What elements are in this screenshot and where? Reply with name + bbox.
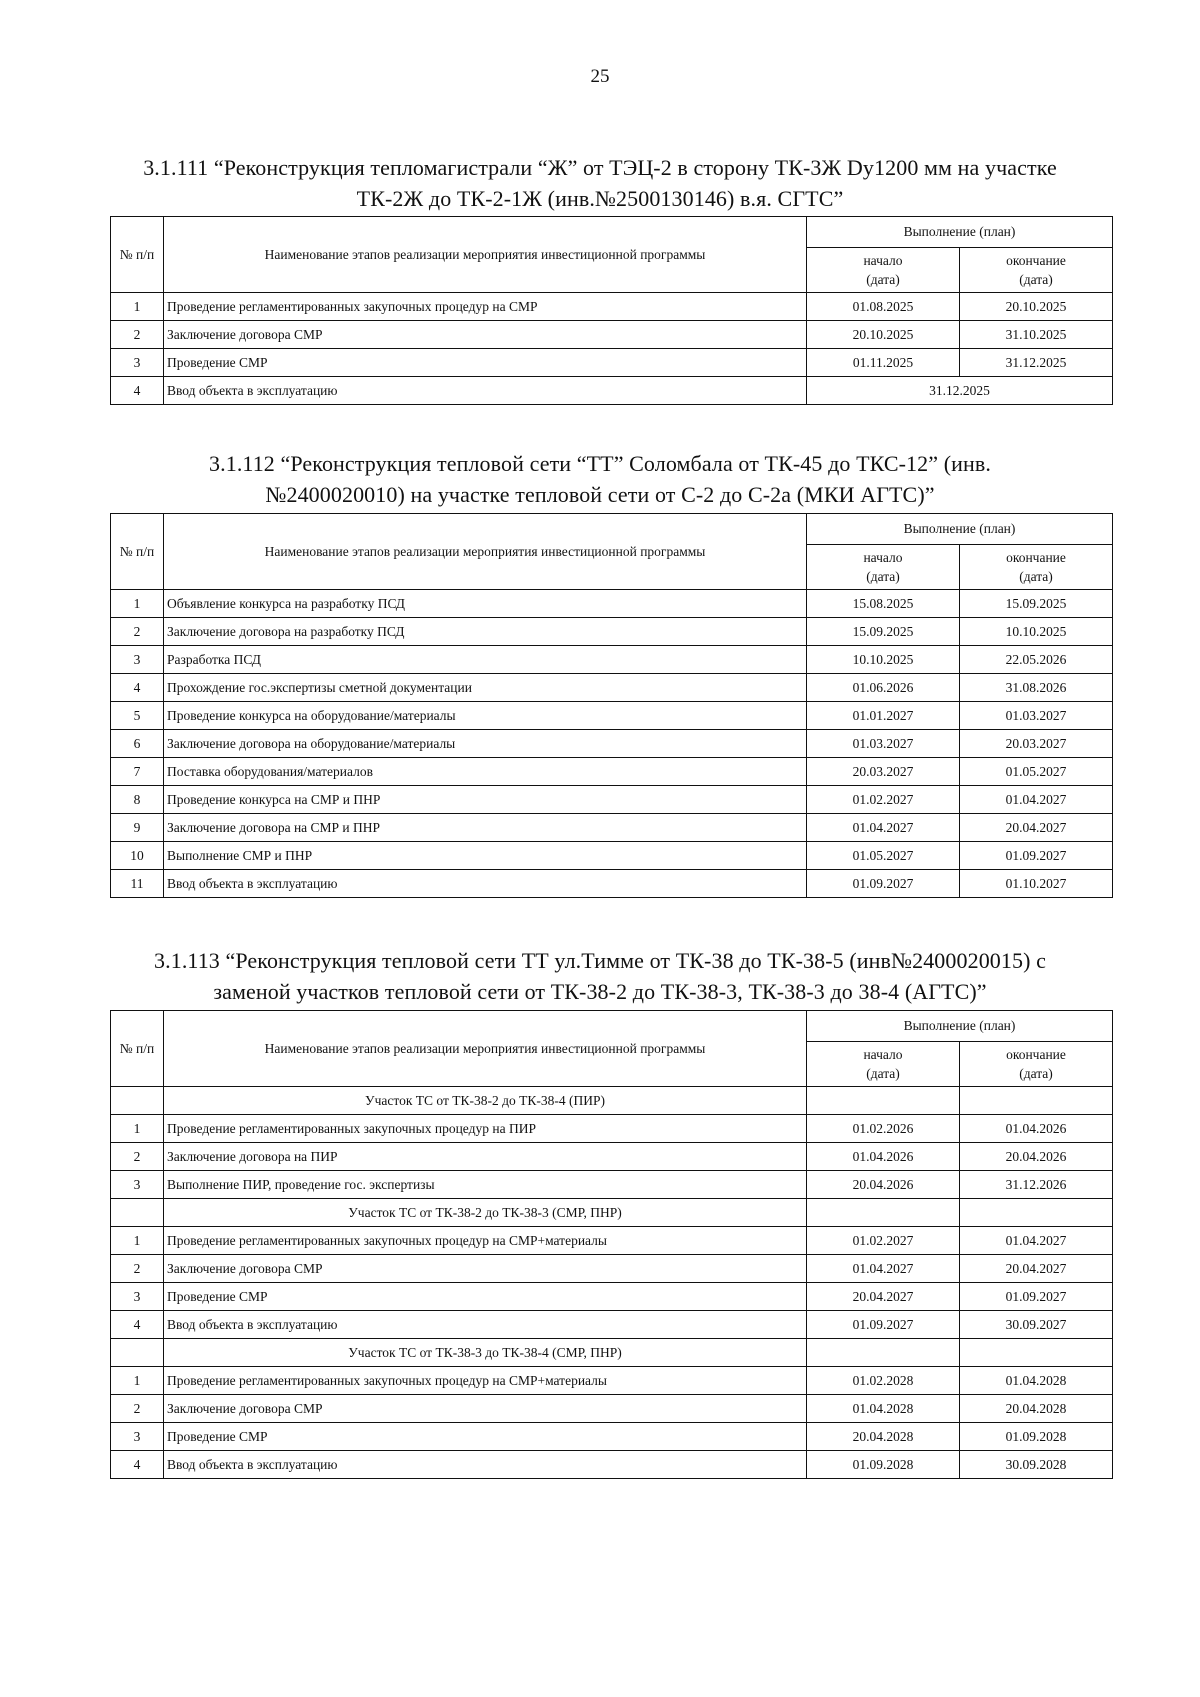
- section-title-line: 3.1.112 “Реконструкция тепловой сети “ТТ” Соломбала от ТК-45 до ТКС-12” (инв.: [209, 451, 991, 476]
- table-row: [111, 1115, 1113, 1143]
- page-number: 25: [590, 66, 610, 87]
- section-title-line: 3.1.113 “Реконструкция тепловой сети ТТ ул.Тимме от ТК-38 до ТК-38-5 (инв№2400020015) с: [154, 948, 1046, 973]
- row-number: 1: [111, 590, 164, 618]
- header-end: окончание (дата): [960, 248, 1113, 293]
- start-date: 01.02.2028: [807, 1367, 960, 1395]
- table-row: [111, 377, 1113, 405]
- header-stage-name: Наименование этапов реализации мероприятия инвестиционной программы: [164, 1011, 807, 1087]
- row-number: 3: [111, 349, 164, 377]
- row-number: 9: [111, 814, 164, 842]
- row-number: 1: [111, 293, 164, 321]
- end-date: 15.09.2025: [960, 590, 1113, 618]
- table-row: [111, 786, 1113, 814]
- end-date: 20.03.2027: [960, 730, 1113, 758]
- row-number: 1: [111, 1115, 164, 1143]
- start-date: 01.06.2026: [807, 674, 960, 702]
- end-date: 31.12.2026: [960, 1171, 1113, 1199]
- table-row: [111, 646, 1113, 674]
- row-number: 4: [111, 377, 164, 405]
- table-row: [111, 1255, 1113, 1283]
- table-row: [111, 618, 1113, 646]
- table-row: [111, 758, 1113, 786]
- end-date: 10.10.2025: [960, 618, 1113, 646]
- stage-name: Выполнение ПИР, проведение гос. экспертизы: [164, 1171, 807, 1199]
- start-date: 01.03.2027: [807, 730, 960, 758]
- row-number: 4: [111, 1451, 164, 1479]
- stage-name: Выполнение СМР и ПНР: [164, 842, 807, 870]
- stage-name: Заключение договора СМР: [164, 321, 807, 349]
- start-date: 01.09.2027: [807, 1311, 960, 1339]
- table-row: [111, 1227, 1113, 1255]
- table-row: [111, 1451, 1113, 1479]
- end-date: 01.04.2028: [960, 1367, 1113, 1395]
- table-row: [111, 1423, 1113, 1451]
- end-date: 20.04.2027: [960, 1255, 1113, 1283]
- start-date: 01.04.2026: [807, 1143, 960, 1171]
- row-number: 10: [111, 842, 164, 870]
- start-date: 10.10.2025: [807, 646, 960, 674]
- group-num-empty: [111, 1199, 164, 1227]
- group-start-empty: [807, 1199, 960, 1227]
- header-start: начало (дата): [807, 545, 960, 590]
- group-end-empty: [960, 1087, 1113, 1115]
- group-start-empty: [807, 1087, 960, 1115]
- start-date: 15.08.2025: [807, 590, 960, 618]
- table-row: [111, 842, 1113, 870]
- end-date: 31.10.2025: [960, 321, 1113, 349]
- start-date: 01.09.2027: [807, 870, 960, 898]
- stage-name: Заключение договора СМР: [164, 1395, 807, 1423]
- stage-name: Заключение договора на разработку ПСД: [164, 618, 807, 646]
- row-number: 1: [111, 1227, 164, 1255]
- schedule-table-3-1-111: [110, 216, 1113, 405]
- table-row: [111, 1311, 1113, 1339]
- table-row: [111, 1367, 1113, 1395]
- table-row: [111, 1143, 1113, 1171]
- start-date: 20.04.2027: [807, 1283, 960, 1311]
- end-date: 20.04.2026: [960, 1143, 1113, 1171]
- row-number: 5: [111, 702, 164, 730]
- header-stage-name: Наименование этапов реализации мероприятия инвестиционной программы: [164, 217, 807, 293]
- section-title-3-1-111: [100, 152, 1100, 214]
- table-row: [111, 814, 1113, 842]
- start-date: 01.02.2026: [807, 1115, 960, 1143]
- table-row: [111, 293, 1113, 321]
- end-date: 31.12.2025: [960, 349, 1113, 377]
- schedule-table-3-1-112: [110, 513, 1113, 898]
- group-num-empty: [111, 1339, 164, 1367]
- header-num: № п/п: [111, 217, 164, 293]
- stage-name: Ввод объекта в эксплуатацию: [164, 377, 807, 405]
- header-end: окончание (дата): [960, 545, 1113, 590]
- stage-name: Ввод объекта в эксплуатацию: [164, 1311, 807, 1339]
- group-subtitle: Участок ТС от ТК-38-3 до ТК-38-4 (СМР, ПНР): [164, 1339, 807, 1367]
- stage-name: Проведение регламентированных закупочных процедур на СМР+материалы: [164, 1367, 807, 1395]
- end-date: 01.04.2026: [960, 1115, 1113, 1143]
- start-date: 20.04.2026: [807, 1171, 960, 1199]
- stage-name: Объявление конкурса на разработку ПСД: [164, 590, 807, 618]
- stage-name: Проведение СМР: [164, 1283, 807, 1311]
- stage-name: Заключение договора на ПИР: [164, 1143, 807, 1171]
- section-title-line: №2400020010) на участке тепловой сети от С-2 до С-2а (МКИ АГТС)”: [265, 482, 935, 507]
- end-date: 20.04.2027: [960, 814, 1113, 842]
- end-date: 01.05.2027: [960, 758, 1113, 786]
- start-date: 20.10.2025: [807, 321, 960, 349]
- row-number: 8: [111, 786, 164, 814]
- row-number: 3: [111, 1283, 164, 1311]
- end-date: 01.10.2027: [960, 870, 1113, 898]
- stage-name: Разработка ПСД: [164, 646, 807, 674]
- table-row: [111, 730, 1113, 758]
- group-row: [111, 1199, 1113, 1227]
- stage-name: Проведение СМР: [164, 1423, 807, 1451]
- table-row: [111, 1171, 1113, 1199]
- group-subtitle: Участок ТС от ТК-38-2 до ТК-38-3 (СМР, ПНР): [164, 1199, 807, 1227]
- start-date: 01.01.2027: [807, 702, 960, 730]
- stage-name: Ввод объекта в эксплуатацию: [164, 1451, 807, 1479]
- row-number: 7: [111, 758, 164, 786]
- row-number: 4: [111, 1311, 164, 1339]
- start-date: 01.02.2027: [807, 786, 960, 814]
- start-date: 20.03.2027: [807, 758, 960, 786]
- end-date: 31.08.2026: [960, 674, 1113, 702]
- stage-name: Проведение СМР: [164, 349, 807, 377]
- start-date: 01.04.2028: [807, 1395, 960, 1423]
- end-date: 01.09.2028: [960, 1423, 1113, 1451]
- stage-name: Проведение конкурса на СМР и ПНР: [164, 786, 807, 814]
- section-title-line: заменой участков тепловой сети от ТК-38-2 до ТК-38-3, ТК-38-3 до 38-4 (АГТС)”: [213, 979, 987, 1004]
- stage-name: Заключение договора на СМР и ПНР: [164, 814, 807, 842]
- row-number: 2: [111, 618, 164, 646]
- table-row: [111, 590, 1113, 618]
- stage-name: Проведение конкурса на оборудование/материалы: [164, 702, 807, 730]
- section-title-3-1-112: [100, 448, 1100, 510]
- group-end-empty: [960, 1199, 1113, 1227]
- start-date: 01.04.2027: [807, 814, 960, 842]
- schedule-table-3-1-113: [110, 1010, 1113, 1479]
- header-stage-name: Наименование этапов реализации мероприятия инвестиционной программы: [164, 514, 807, 590]
- end-date: 01.04.2027: [960, 1227, 1113, 1255]
- group-num-empty: [111, 1087, 164, 1115]
- table-row: [111, 1283, 1113, 1311]
- end-date: 01.04.2027: [960, 786, 1113, 814]
- header-execution: Выполнение (план): [807, 514, 1113, 545]
- row-number: 1: [111, 1367, 164, 1395]
- header-num: № п/п: [111, 1011, 164, 1087]
- header-num: № п/п: [111, 514, 164, 590]
- stage-name: Прохождение гос.экспертизы сметной документации: [164, 674, 807, 702]
- end-date: 30.09.2028: [960, 1451, 1113, 1479]
- end-date: 20.10.2025: [960, 293, 1113, 321]
- header-start: начало (дата): [807, 1042, 960, 1087]
- table-row: [111, 349, 1113, 377]
- start-date: 20.04.2028: [807, 1423, 960, 1451]
- stage-name: Ввод объекта в эксплуатацию: [164, 870, 807, 898]
- row-number: 2: [111, 1255, 164, 1283]
- section-title-3-1-113: [100, 945, 1100, 1007]
- header-execution: Выполнение (план): [807, 1011, 1113, 1042]
- table-row: [111, 321, 1113, 349]
- end-date: 30.09.2027: [960, 1311, 1113, 1339]
- header-execution: Выполнение (план): [807, 217, 1113, 248]
- end-date: 01.09.2027: [960, 1283, 1113, 1311]
- group-end-empty: [960, 1339, 1113, 1367]
- completion-date: 31.12.2025: [807, 377, 1113, 405]
- row-number: 6: [111, 730, 164, 758]
- stage-name: Заключение договора на оборудование/материалы: [164, 730, 807, 758]
- end-date: 01.09.2027: [960, 842, 1113, 870]
- table-row: [111, 702, 1113, 730]
- table-row: [111, 1395, 1113, 1423]
- row-number: 3: [111, 646, 164, 674]
- row-number: 3: [111, 1423, 164, 1451]
- row-number: 3: [111, 1171, 164, 1199]
- group-row: [111, 1339, 1113, 1367]
- start-date: 15.09.2025: [807, 618, 960, 646]
- start-date: 01.04.2027: [807, 1255, 960, 1283]
- start-date: 01.08.2025: [807, 293, 960, 321]
- start-date: 01.05.2027: [807, 842, 960, 870]
- start-date: 01.09.2028: [807, 1451, 960, 1479]
- end-date: 22.05.2026: [960, 646, 1113, 674]
- group-start-empty: [807, 1339, 960, 1367]
- section-title-line: ТК-2Ж до ТК-2-1Ж (инв.№2500130146) в.я. СГТС”: [356, 186, 844, 211]
- start-date: 01.02.2027: [807, 1227, 960, 1255]
- section-title-line: 3.1.111 “Реконструкция тепломагистрали “Ж” от ТЭЦ-2 в сторону ТК-3Ж Dу1200 мм на участке: [143, 155, 1057, 180]
- group-subtitle: Участок ТС от ТК-38-2 до ТК-38-4 (ПИР): [164, 1087, 807, 1115]
- row-number: 2: [111, 321, 164, 349]
- stage-name: Поставка оборудования/материалов: [164, 758, 807, 786]
- end-date: 20.04.2028: [960, 1395, 1113, 1423]
- table-row: [111, 674, 1113, 702]
- stage-name: Проведение регламентированных закупочных процедур на СМР: [164, 293, 807, 321]
- header-start: начало (дата): [807, 248, 960, 293]
- end-date: 01.03.2027: [960, 702, 1113, 730]
- stage-name: Заключение договора СМР: [164, 1255, 807, 1283]
- row-number: 11: [111, 870, 164, 898]
- start-date: 01.11.2025: [807, 349, 960, 377]
- row-number: 2: [111, 1143, 164, 1171]
- group-row: [111, 1087, 1113, 1115]
- row-number: 2: [111, 1395, 164, 1423]
- stage-name: Проведение регламентированных закупочных процедур на ПИР: [164, 1115, 807, 1143]
- stage-name: Проведение регламентированных закупочных процедур на СМР+материалы: [164, 1227, 807, 1255]
- header-end: окончание (дата): [960, 1042, 1113, 1087]
- row-number: 4: [111, 674, 164, 702]
- table-row: [111, 870, 1113, 898]
